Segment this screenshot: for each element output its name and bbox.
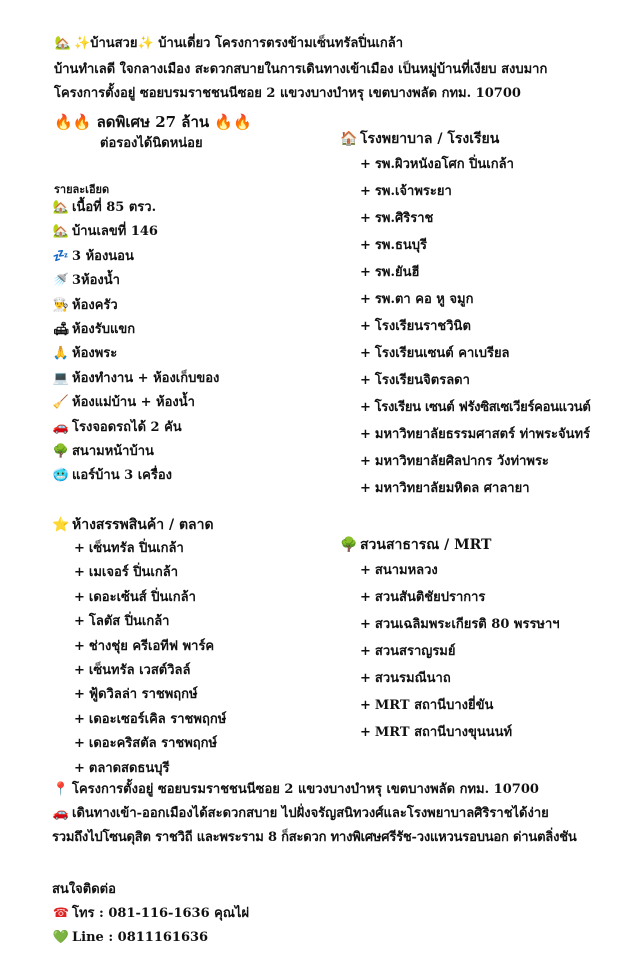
sleep-zzz-icon: 💤: [52, 248, 70, 264]
title-part-b: บ้านเดี่ยว โครงการตรงข้ามเซ็นทรัลปิ่นเกล้า: [158, 36, 404, 51]
list-item: + รพ.ธนบุรี: [360, 238, 428, 253]
house-icon: 🏠: [340, 131, 358, 147]
intro-title: [54, 36, 403, 52]
list-item: + ฟู้ดวิลล่า ราชพฤกษ์: [74, 687, 198, 703]
broom-icon: 🧹: [52, 395, 70, 411]
details-header: รายละเอียด: [54, 183, 110, 196]
location-line1: 📍 โครงการตั้งอยู่ ซอยบรมราชชนนีซอย 2 แขวงบางบำหรุ เขตบางพลัด กทม. 10700: [52, 782, 539, 797]
car-icon: 🚗: [52, 419, 70, 435]
list-item: 🛋 ห้องรับแขก: [52, 318, 219, 342]
shower-icon: 🚿: [52, 273, 70, 289]
list-item: + รพ.ผิวหนังอโศก ปิ่นเกล้า: [360, 157, 514, 172]
list-item: + ช่างชุ่ย ครีเอทีฟ พาร์ค: [74, 638, 215, 654]
location-line3: รวมถึงไปโซนดุสิต ราชวิถี และพระราม 8 ก็สะดวก ทางพิเศษศรีรัช-วงแหวนรอบนอก ด่านตลิ่งชัน: [52, 830, 577, 845]
list-item: 💻 ห้องทำงาน + ห้องเก็บของ: [52, 367, 219, 391]
list-item: 💤 3 ห้องนอน: [52, 245, 219, 269]
contact-header: สนใจติดต่อ: [52, 882, 116, 897]
fire-icon: 🔥: [54, 113, 73, 131]
list-item: 🙏 ห้องพระ: [52, 342, 219, 366]
intro-line2: บ้านทำเลดี ใจกลางเมือง สะดวกสบายในการเดินทางเข้าเมือง เป็นหมู่บ้านที่เงียบ สงบมาก: [54, 62, 548, 77]
shops-list: [74, 537, 226, 781]
list-item: + มหาวิทยาลัยศิลปากร วังท่าพระ: [360, 454, 549, 469]
list-item: + รพ.ศิริราช: [360, 211, 434, 226]
list-item: + เมเจอร์ ปิ่นเกล้า: [74, 565, 179, 581]
list-item: + ตลาดสดธนบุรี: [74, 760, 170, 776]
list-item: + MRT สถานีบางยี่ขัน: [360, 698, 494, 713]
intro-line3: โครงการตั้งอยู่ ซอยบรมราชชนนีซอย 2 แขวงบางบำหรุ เขตบางพลัด กทม. 10700: [54, 86, 521, 101]
list-item: 👨‍🍳 ห้องครัว: [52, 294, 219, 318]
hospitals-list: [360, 151, 590, 502]
list-item: 🚗 โรงจอดรถได้ 2 คัน: [52, 416, 219, 440]
laptop-icon: 💻: [52, 370, 70, 386]
list-item: + รพ.ตา คอ หู จมูก: [360, 292, 474, 307]
discount-text: ลดพิเศษ 27 ล้าน: [96, 113, 210, 131]
list-item: + เดอะคริสตัล ราชพฤกษ์: [74, 736, 218, 752]
list-item: + เซ็นทรัล ปิ่นเกล้า: [74, 541, 184, 556]
list-item: + มหาวิทยาลัยมหิดล ศาลายา: [360, 481, 530, 496]
list-item: + เดอะเซอร์เคิล ราชพฤกษ์: [74, 711, 227, 727]
house-icon: 🏡: [52, 200, 70, 215]
list-item: + รพ.เจ้าพระยา: [360, 184, 452, 199]
house-icon: 🏡: [54, 36, 72, 51]
list-item: + โรงเรียนเซนต์ คาเบรียล: [360, 346, 510, 361]
list-item: + สวนเฉลิมพระเกียรติ 80 พรรษาฯ: [360, 617, 560, 632]
parks-list: [360, 557, 560, 746]
sparkles-icon: ✨: [137, 36, 154, 51]
list-item: + สวนสราญรมย์: [360, 644, 456, 659]
chef-icon: 👨‍🍳: [52, 297, 70, 313]
list-item: + โรงเรียนจิตรลดา: [360, 373, 470, 388]
praying-hands-icon: 🙏: [52, 346, 70, 362]
fire-icon: 🔥: [72, 113, 92, 131]
list-item: + โรงเรียนราชวินิต: [360, 319, 471, 334]
fire-icon: 🔥: [214, 113, 234, 131]
list-item: + สนามหลวง: [360, 563, 438, 578]
list-item: 🚿 3ห้องน้ำ: [52, 269, 219, 293]
telephone-icon: ☎: [52, 906, 70, 921]
location-line2: 🚗 เดินทางเข้า-ออกเมืองได้สะดวกสบาย ไปฝั่งจรัญสนิทวงศ์และโรงพยาบาลศิริราชได้ง่าย: [52, 806, 549, 821]
title-part-a: บ้านสวย: [90, 36, 138, 51]
contact-phone: ☎ โทร : 081-116-1636 คุณไผ่: [52, 906, 250, 921]
cold-face-icon: 🥶: [52, 468, 70, 484]
parks-title: 🌳 สวนสาธารณ / MRT: [340, 537, 492, 553]
list-item: + เดอะเซ้นส์ ปิ่นเกล้า: [74, 589, 196, 605]
map-pin-icon: 📍: [52, 782, 70, 797]
list-item: + MRT สถานีบางขุนนนท์: [360, 725, 513, 740]
list-item: + สวนรมณีนาถ: [360, 671, 451, 686]
list-item: + โรงเรียน เซนต์ ฟรังซิสเซเวียร์คอนแวนต์: [360, 400, 591, 415]
tree-icon: 🌳: [52, 443, 70, 459]
sparkles-icon: ✨: [74, 36, 91, 51]
car-icon: 🚗: [52, 806, 70, 821]
fire-icon: 🔥: [233, 113, 252, 131]
details-list: [52, 196, 219, 489]
list-item: + เซ็นทรัล เวสต์วิลล์: [74, 662, 191, 678]
list-item: + มหาวิทยาลัยธรรมศาสตร์ ท่าพระจันทร์: [360, 427, 591, 442]
list-item: 🏡 บ้านเลขที่ 146: [52, 220, 219, 244]
hospitals-title: 🏠 โรงพยาบาล / โรงเรียน: [340, 131, 500, 147]
list-item: 🧹 ห้องแม่บ้าน + ห้องน้ำ: [52, 391, 219, 415]
list-item: 🏡 เนื้อที่ 85 ตรว.: [52, 196, 219, 220]
green-heart-icon: 💚: [52, 930, 70, 945]
list-item: + รพ.ยันฮี: [360, 265, 420, 280]
discount-line: [54, 110, 252, 134]
list-item: + สวนสันติชัยปราการ: [360, 590, 486, 605]
shops-title: ⭐ ห้างสรรพสินค้า / ตลาด: [52, 517, 214, 533]
list-item: + โลตัส ปิ่นเกล้า: [74, 614, 170, 630]
sofa-icon: 🛋: [52, 321, 70, 337]
contact-line: 💚 Line : 0811161636: [52, 930, 209, 945]
tree-icon: 🌳: [340, 537, 358, 553]
star-icon: ⭐: [52, 517, 70, 533]
negotiable-text: ต่อรองได้นิดหน่อย: [100, 136, 203, 151]
list-item: 🌳 สนามหน้าบ้าน: [52, 440, 219, 464]
house-icon: 🏡: [52, 224, 70, 240]
list-item: 🥶 แอร์บ้าน 3 เครื่อง: [52, 464, 219, 488]
